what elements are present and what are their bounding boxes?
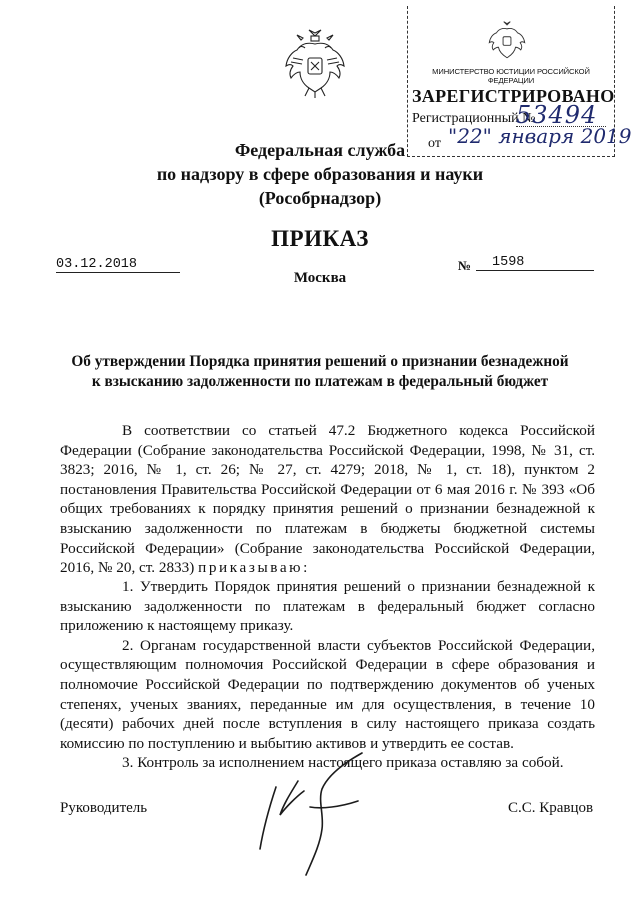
stamp-date-label: от — [428, 136, 441, 151]
handwritten-signature — [240, 745, 380, 885]
stamp-date: "22" января 2019 — [448, 124, 632, 148]
document-title: ПРИКАЗ — [271, 226, 369, 251]
order-item-1: 1. Утвердить Порядок принятия решений о признании безнадежной к взысканию задолженности по платежам в федеральный бюджет согласно приложению к настоящему приказу. — [60, 578, 595, 635]
signatory-name: С.С. Кравцов — [508, 800, 594, 816]
stamp-ministry-name: МИНИСТЕРСТВО ЮСТИЦИИ РОССИЙСКОЙ ФЕДЕРАЦИИ — [432, 67, 590, 85]
stamp-coat-of-arms-icon — [486, 20, 528, 64]
order-number-label: № — [458, 258, 472, 273]
order-subject — [70, 352, 570, 392]
order-word: приказываю: — [198, 559, 310, 577]
agency-name-line1: Федеральная служба — [234, 140, 406, 160]
order-number: 1598 — [476, 255, 594, 271]
order-subject-line1: Об утверждении Порядка принятия решений о признании безнадежной — [71, 353, 569, 370]
order-subject-line2: к взысканию задолженности по платежам в федеральный бюджет — [91, 373, 549, 390]
preamble-text: В соответствии со статьей 47.2 Бюджетного кодекса Российской Федерации (Собрание законодательства Российской Федерации, 1998, № 31, ст. 3823; 2016, № 1, ст. 26; № 27, ст. 4279; 2018, № 1, ст. 18), пунктом 2 постановления Правительства Российской Федерации от 6 мая 2016 г. № 393 «Об общих требованиях к порядку принятия решений о признании безнадежной к взысканию задолженности по платежам в бюджеты бюджетной системы Российской Федерации» (Собрание законодательства Российской Федерации, 2016, № 20, ст. 2833) — [60, 422, 595, 577]
order-items — [60, 577, 595, 773]
signatory-role: Руководитель — [60, 800, 148, 816]
preamble-paragraph — [60, 421, 595, 578]
agency-name-line3: (Рособрнадзор) — [258, 188, 382, 208]
stamp-reg-number: 53494 — [516, 101, 598, 129]
stamp-reg-number-label: Регистрационный № — [412, 111, 536, 126]
stamp-registered-label: ЗАРЕГИСТРИРОВАНО — [412, 86, 615, 106]
order-item-3: 3. Контроль за исполнением настоящего приказа оставляю за собой. — [122, 754, 564, 772]
coat-of-arms-emblem — [283, 28, 347, 100]
order-city: Москва — [293, 270, 347, 286]
order-date: 03.12.2018 — [56, 257, 180, 273]
agency-name-line2: по надзору в сфере образования и науки — [156, 164, 484, 184]
order-item-2: 2. Органам государственной власти субъектов Российской Федерации, осуществляющим полномочия Российской Федерации в сфере образования и полномочие Российской Федерации по подтверждению документов об ученых степенях, ученых званиях, переданные им для осуществления, в течение 10 (десяти) рабочих дней после вступления в силу настоящего приказа создать комиссию по поступлению и выбытию активов и утвердить ее состав. — [60, 636, 595, 752]
